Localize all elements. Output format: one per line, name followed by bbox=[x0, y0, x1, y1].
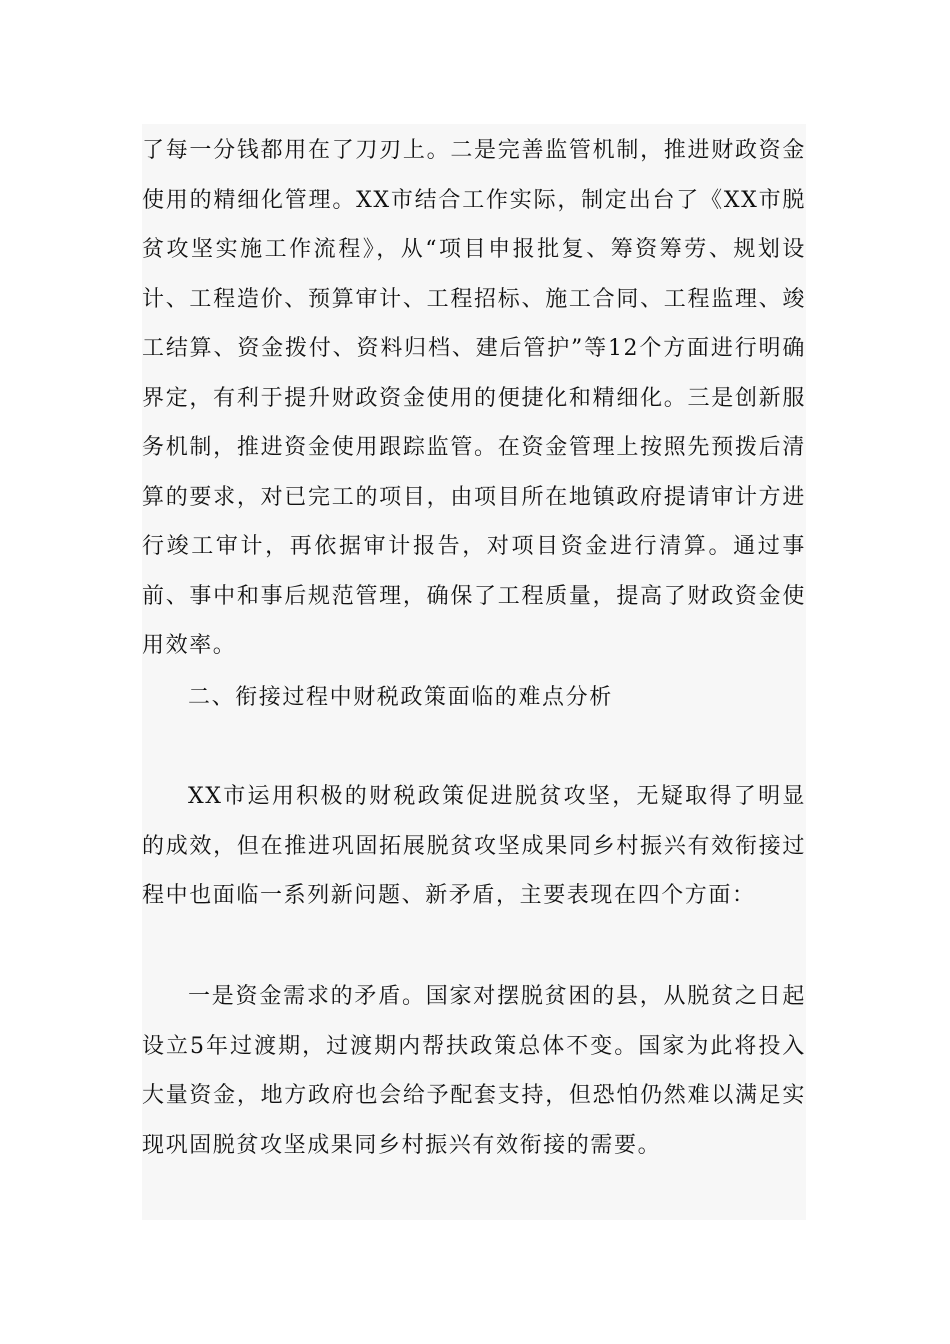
body-paragraph: 了每一分钱都用在了刀刃上。二是完善监管机制，推进财政资金使用的精细化管理。XX市结合工作实际，制定出台了《XX市脱贫攻坚实施工作流程》，从“项目申报批复、筹资筹劳、规划设计、工程造价、预算审计、工程招标、施工合同、工程监理、竣工结算、资金拨付、资料归档、建后管护”等12个方面进行明确界定，有利于提升财政资金使用的便捷化和精细化。三是创新服务机制，推进资金使用跟踪监管。在资金管理上按照先预拨后清算的要求，对已完工的项目，由项目所在地镇政府提请审计方进行竣工审计，再依据审计报告，对项目资金进行清算。通过事前、事中和事后规范管理，确保了工程质量，提高了财政资金使用效率。 bbox=[142, 138, 806, 658]
document-page bbox=[142, 124, 806, 1220]
section-heading: 二、衔接过程中财税政策面临的难点分析 bbox=[188, 685, 613, 710]
body-paragraph: XX市运用积极的财税政策促进脱贫攻坚，无疑取得了明显的成效，但在推进巩固拓展脱贫攻坚成果同乡村振兴有效衔接过程中也面临一系列新问题、新矛盾，主要表现在四个方面： bbox=[142, 784, 806, 908]
body-paragraph: 一是资金需求的矛盾。国家对摆脱贫困的县，从脱贫之日起设立5年过渡期，过渡期内帮扶政策总体不变。国家为此将投入大量资金，地方政府也会给予配套支持，但恐怕仍然难以满足实现巩固脱贫攻坚成果同乡村振兴有效衔接的需要。 bbox=[142, 984, 806, 1158]
